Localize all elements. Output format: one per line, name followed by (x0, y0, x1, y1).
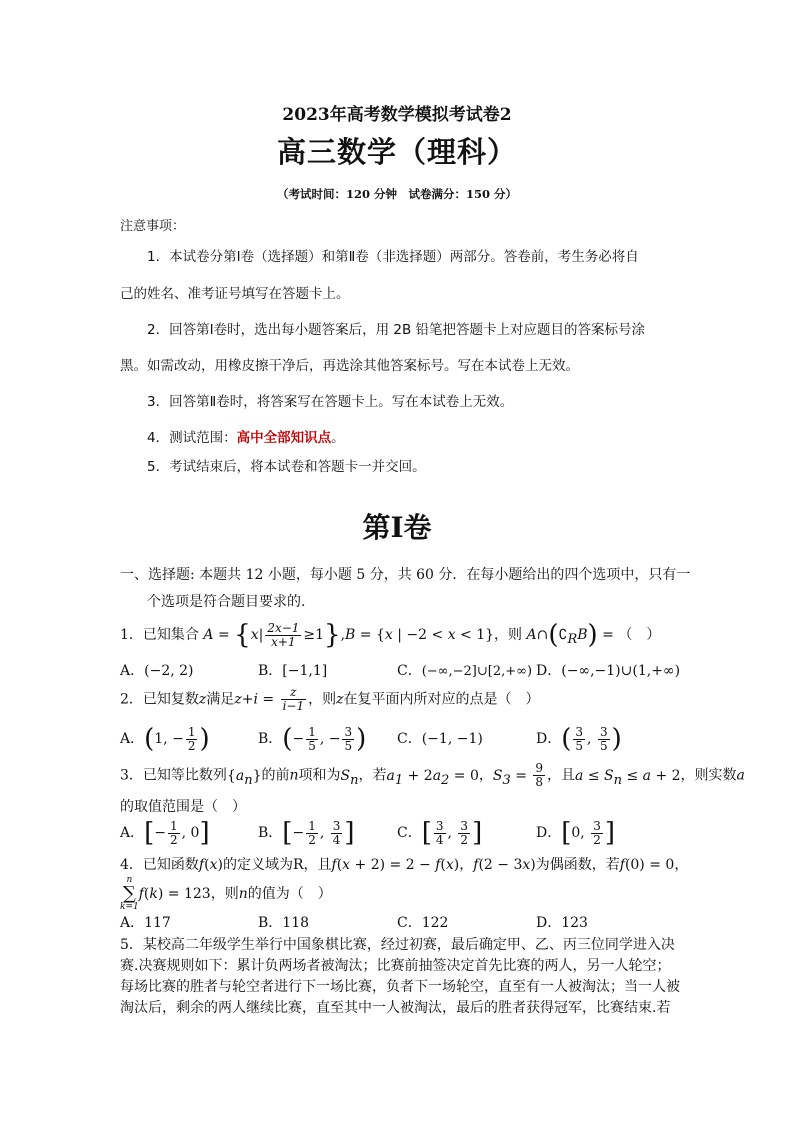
note-4 (147, 426, 345, 446)
q3-option-c[interactable]: C．[ $\frac{3}{4}$ , $\frac{3}{2}$ ] (397, 818, 483, 848)
question-3: 3．已知等比数列$\{a_n\}$的前n项和为$S_n$，若$a_1 + 2a_2 = 0$，$S_3$ = $\frac{9}{8}$ ，且$a \le S_n \le a + 2$，则实数a (120, 761, 745, 789)
note-4-highlight: 高中全部知识点 (236, 430, 332, 446)
q5-line-3: 每场比赛的胜者与轮空者进行下一场比赛，负者下一场轮空，直至有一人被淘汰；当一人被 (120, 979, 680, 995)
question-4: 4．已知函数f(x)的定义域为R，且f(x + 2) = 2 − f(x)，f(2 − 3x)为偶函数，若f(0) = 0， (120, 857, 689, 873)
q2-option-c[interactable]: C．(−1, −1) (397, 731, 483, 747)
q5-line-4: 淘汰后，剩余的两人继续比赛，直至其中一人被淘汰，最后的胜者获得冠军，比赛结束.若 (120, 1000, 671, 1016)
question-2: 2．已知复数z满足z+i = $\frac{z}{i-1}$ ，则z在复平面内所对应的点是（ ） (120, 685, 540, 713)
q2-option-b[interactable]: B．(− $\frac{1}{5}$ , − $\frac{3}{5}$ ) (258, 724, 367, 754)
section-title: 第Ⅰ卷 (362, 511, 432, 544)
question-4-line2: n ∑ k=1f(k) = 123，则n的值为（ ） (120, 875, 332, 912)
q4-option-c[interactable]: C．122 (397, 915, 449, 931)
q4-option-a[interactable]: A．117 (120, 915, 171, 931)
q1-option-d[interactable]: D．(−∞,−1)∪(1,+∞) (536, 663, 681, 679)
q1-expr: $A\cap(∁_RB)$ = (526, 620, 619, 650)
q1-end: （ ） (618, 627, 661, 643)
note-5: 5．考试结束后，将本试卷和答题卡一并交回。 (147, 459, 426, 475)
exam-title: 2023年高考数学模拟考试卷2 (282, 105, 512, 125)
note-4-suffix: 。 (331, 430, 345, 446)
q4-option-d[interactable]: D．123 (536, 915, 588, 931)
q2-option-a[interactable]: A．(1, − $\frac{1}{2}$ ) (120, 724, 210, 754)
q5-line-2: 赛.决赛规则如下：累计负两场者被淘汰；比赛前抽签决定首先比赛的两人，另一人轮空； (120, 958, 671, 974)
q3-option-b[interactable]: B．[− $\frac{1}{2}$ , $\frac{3}{4}$ ] (258, 818, 355, 848)
section-intro-a: 一、选择题: 本题共 12 小题，每小题 5 分，共 60 分．在每小题给出的四个选项中，只有一 (120, 567, 691, 583)
note-2b: 黑。如需改动，用橡皮擦干净后，再选涂其他答案标号。写在本试卷上无效。 (120, 358, 579, 374)
note-1a: 1．本试卷分第Ⅰ卷（选择题）和第Ⅱ卷（非选择题）两部分。答卷前，考生务必将自 (147, 249, 639, 265)
q4-option-b[interactable]: B．118 (258, 915, 310, 931)
q5-line-1: 5．某校高二年级学生举行中国象棋比赛，经过初赛，最后确定甲、乙、丙三位同学进入决 (120, 937, 675, 953)
q1-option-b[interactable]: B．[−1,1] (258, 663, 328, 679)
q1-then: ，则 (494, 627, 523, 643)
exam-info: （考试时间：120 分钟 试卷满分：150 分） (276, 187, 517, 201)
q3-option-d[interactable]: D．[0, $\frac{3}{2}$ ] (536, 818, 615, 848)
q2-option-d[interactable]: D．( $\frac{3}{5}$ , $\frac{3}{5}$ ) (536, 724, 622, 754)
question-1 (120, 620, 660, 650)
q3-option-a[interactable]: A．[− $\frac{1}{2}$ , 0] (120, 818, 210, 848)
q3-line2: 的取值范围是（ ） (120, 799, 246, 815)
q1-prefix: 1．已知集合 (120, 627, 199, 643)
q1-set-a: A = {x| $\frac{2x-1}{x+1}$ ≥1},B = {x | −2 < x < 1} (203, 620, 495, 650)
section-intro-b: 个选项是符合题目要求的. (147, 594, 306, 610)
note-4-prefix: 4．测试范围： (147, 430, 237, 446)
exam-subtitle: 高三数学（理科） (276, 135, 517, 169)
q1-option-c[interactable]: C．(−∞,−2]∪[2,+∞) (397, 663, 533, 679)
note-3: 3．回答第Ⅱ卷时，将答案写在答题卡上。写在本试卷上无效。 (147, 394, 514, 410)
notes-title: 注意事项： (120, 219, 186, 234)
note-1b: 己的姓名、准考证号填写在答题卡上。 (120, 286, 350, 302)
q1-option-a[interactable]: A．(−2, 2) (120, 663, 194, 679)
note-2a: 2．回答第Ⅰ卷时，选出每小题答案后，用 2B 铅笔把答题卡上对应题目的答案标号涂 (147, 322, 646, 338)
